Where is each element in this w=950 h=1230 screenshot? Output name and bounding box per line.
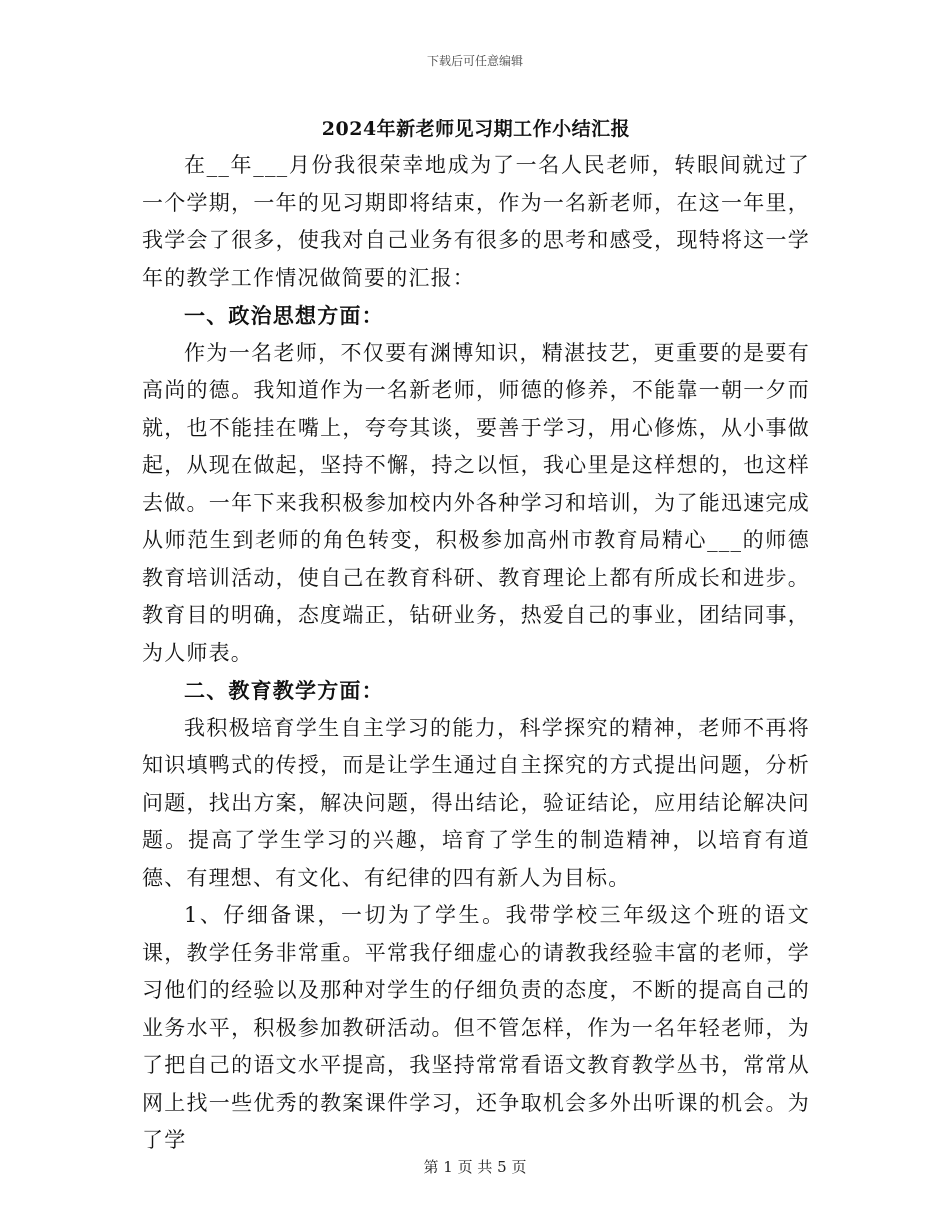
document-body — [142, 112, 810, 1160]
section-heading-teaching: 二、教育教学方面： — [184, 678, 384, 703]
item-1-paragraph: 1、仔细备课，一切为了学生。我带学校三年级这个班的语文课，教学任务非常重。平常我仔细虚心的请教我经验丰富的老师，学习他们的经验以及那种对学生的仔细负责的态度，不断的提高自己的业务水平，积极参加教研活动。但不管怎样，作为一名年轻老师，为了把自己的语文水平提高，我坚持常常看语文教育教学丛书，常常从网上找一些优秀的教案课件学习，还争取机会多外出听课的机会。为了学 — [142, 903, 810, 1152]
teaching-paragraph: 我积极培育学生自主学习的能力，科学探究的精神，老师不再将知识填鸭式的传授，而是让学生通过自主探究的方式提出问题，分析问题，找出方案，解决问题，得出结论，验证结论，应用结论解决问题。提高了学生学习的兴趣，培育了学生的制造精神，以培育有道德、有理想、有文化、有纪律的四有新人为目标。 — [142, 715, 810, 890]
intro-paragraph: 在__年___月份我很荣幸地成为了一名人民老师，转眼间就过了一个学期，一年的见习期即将结束，作为一名新老师，在这一年里，我学会了很多，使我对自己业务有很多的思考和感受，现特将这一学年的教学工作情况做简要的汇报： — [142, 153, 810, 290]
document-title: 2024年新老师见习期工作小结汇报 — [321, 118, 631, 140]
page-number: 第 1 页 共 5 页 — [423, 1158, 527, 1176]
section-heading-political: 一、政治思想方面： — [184, 303, 384, 328]
political-paragraph: 作为一名老师，不仅要有渊博知识，精湛技艺，更重要的是要有高尚的德。我知道作为一名新老师，师德的修养，不能靠一朝一夕而就，也不能挂在嘴上，夸夸其谈，要善于学习，用心修炼，从小事做起，从现在做起，坚持不懈，持之以恒，我心里是这样想的，也这样去做。一年下来我积极参加校内外各种学习和培训，为了能迅速完成从师范生到老师的角色转变，积极参加高州市教育局精心___的师德教育培训活动，使自己在教育科研、教育理论上都有所成长和进步。教育目的明确，态度端正，钻研业务，热爱自己的事业，团结同事，为人师表。 — [142, 340, 810, 665]
download-note: 下载后可任意编辑 — [426, 54, 523, 68]
